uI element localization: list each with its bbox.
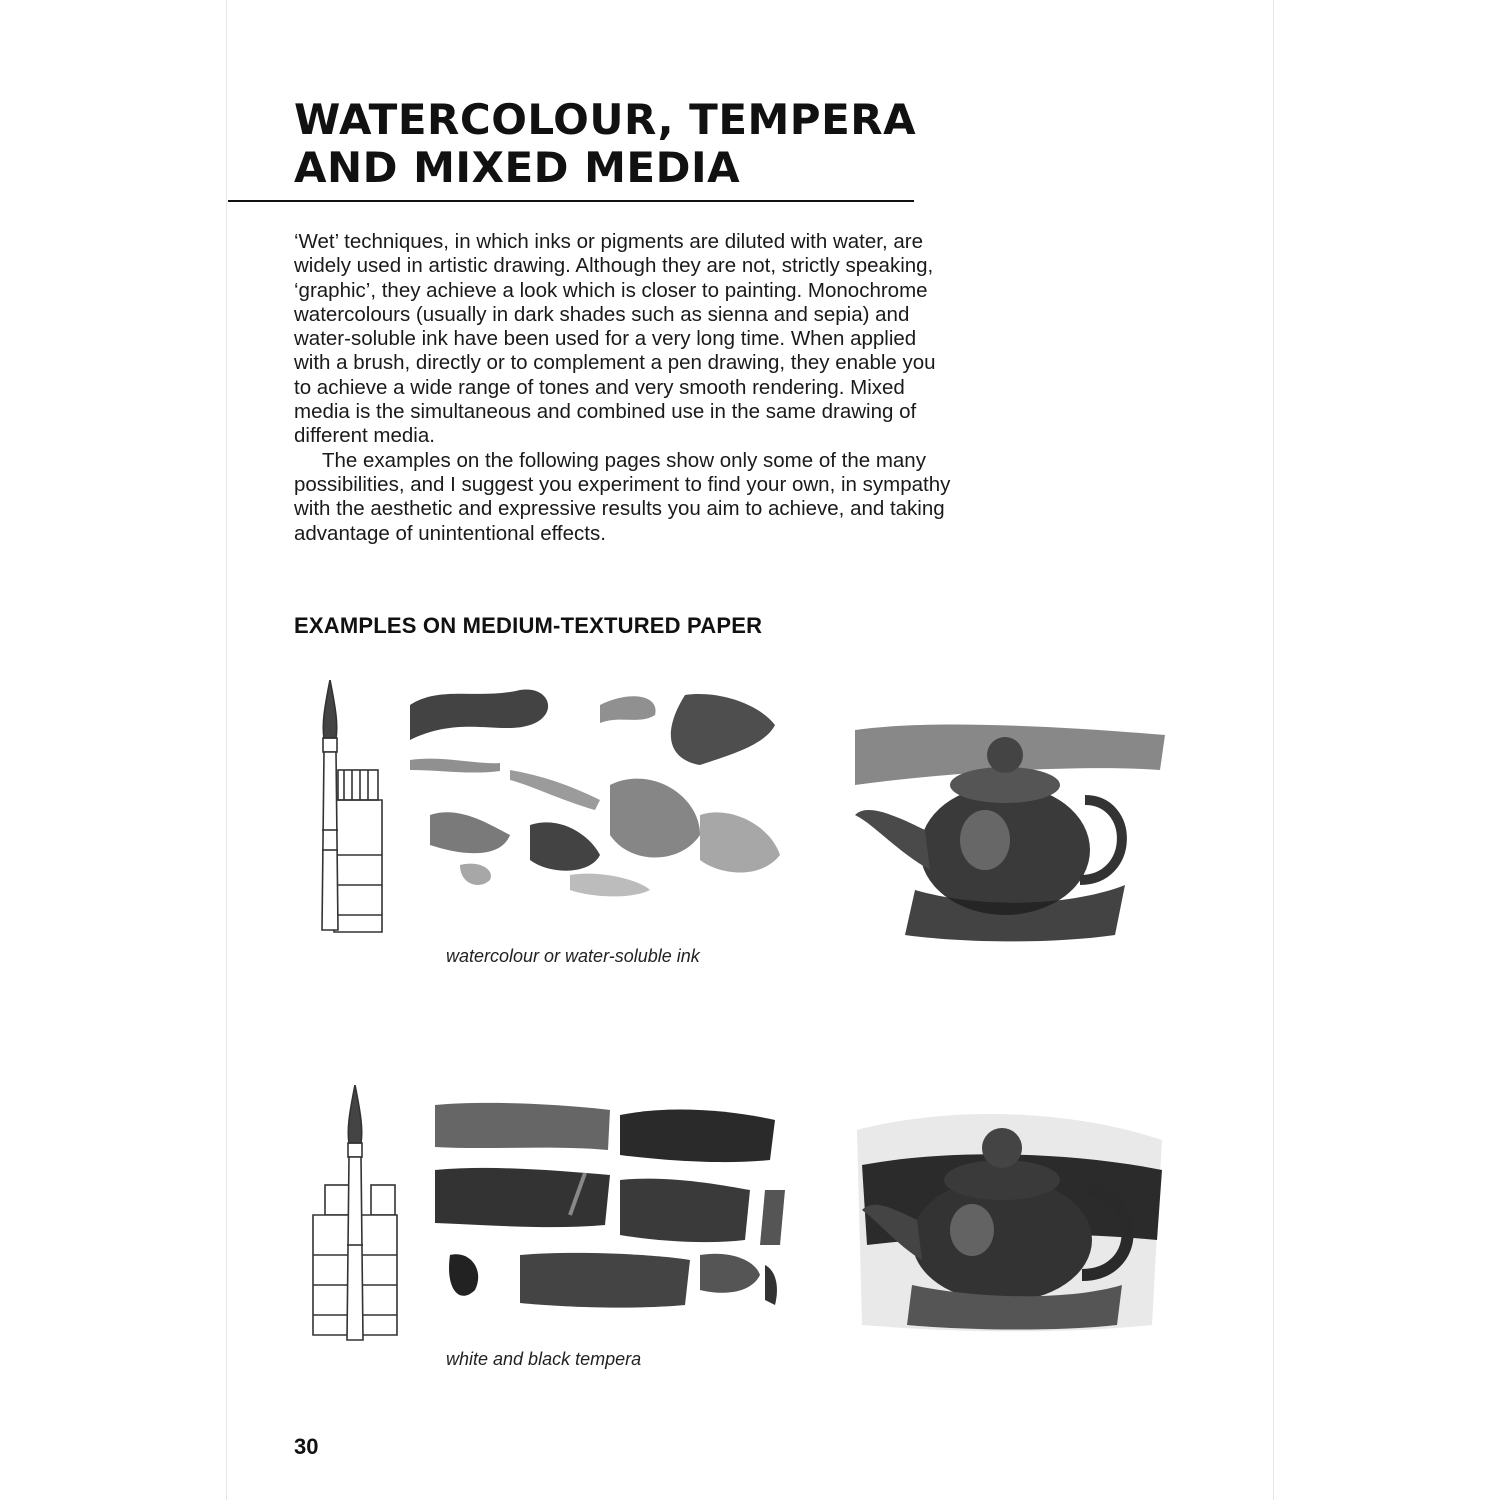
brush-and-tube-illustration-2: [305, 1085, 405, 1345]
body-text: [294, 230, 954, 546]
page-number: 30: [294, 1434, 319, 1459]
teapot-tempera-illustration: [852, 1110, 1172, 1335]
tempera-swatches: [430, 1095, 800, 1320]
page-title: [294, 96, 994, 192]
title-line-1: WATERCOLOUR, TEMPERA: [294, 95, 917, 144]
title-rule: [228, 200, 914, 202]
paragraph-1: ‘Wet’ techniques, in which inks or pigments are diluted with water, are widely used in artistic drawing. Although they are not, strictly speaking, ‘graphic’, they achieve a look which is closer to painting. Monochrome watercolours (usually in dark shades such as sienna and sepia) and water-soluble ink have been used for a very long time. When applied with a brush, directly or to complement a pen drawing, they enable you to achieve a wide range of tones and very smooth rendering. Mixed media is the simultaneous and combined use in the same drawing of different media.: [294, 230, 936, 448]
watercolour-swatches: [400, 685, 790, 905]
caption-watercolour: watercolour or water-soluble ink: [446, 946, 700, 966]
title-line-2: AND MIXED MEDIA: [294, 143, 741, 192]
caption-tempera: white and black tempera: [446, 1349, 642, 1369]
brush-and-bottle-illustration-1: [300, 680, 400, 940]
section-heading: EXAMPLES ON MEDIUM-TEXTURED PAPER: [294, 613, 763, 638]
paragraph-2: The examples on the following pages show only some of the many possibilities, and I suggest you experiment to find your own, in sympathy with the aesthetic and expressive results you aim to achieve, and taking advantage of unintentional effects.: [294, 448, 951, 545]
teapot-watercolour-illustration: [845, 710, 1170, 945]
